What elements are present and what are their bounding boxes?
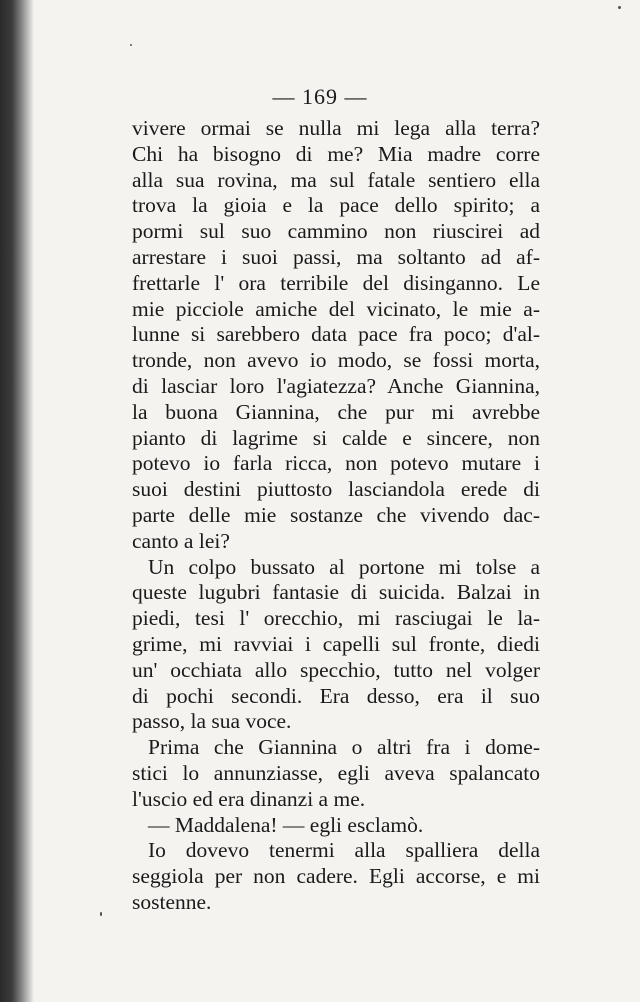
text-line: seggiola per non cadere. Egli accorse, e mi <box>132 864 540 889</box>
text-line: Prima che Giannina o altri fra i dome- <box>148 735 540 760</box>
speck <box>100 912 102 916</box>
text-line: alla sua rovina, ma sul fatale sentiero ella <box>132 167 540 192</box>
text-line: vivere ormai se nulla mi lega alla terra? <box>132 116 540 140</box>
text-line: mie picciole amiche del vicinato, le mie a- <box>132 296 540 321</box>
speck <box>618 6 621 9</box>
text-line: lunne si sarebbero data pace fra poco; d'al- <box>132 322 540 347</box>
text-line: piedi, tesi l' orecchio, mi rasciugai le la- <box>132 606 540 631</box>
text-line: suoi destini piuttosto lasciandola erede di <box>132 477 540 502</box>
speck <box>130 44 132 46</box>
text-line: un' occhiata allo specchio, tutto nel volger <box>132 657 540 682</box>
text-line: arrestare i suoi passi, ma soltanto ad af- <box>132 244 540 269</box>
text-line: potevo io farla ricca, non potevo mutare i <box>132 451 540 476</box>
text-line: di pochi secondi. Era desso, era il suo <box>132 683 540 708</box>
text-line: parte delle mie sostanze che vivendo dac- <box>132 502 540 527</box>
text-line: canto a lei? <box>132 528 230 553</box>
text-line: Chi ha bisogno di me? Mia madre corre <box>132 141 540 166</box>
page-number: — 169 — <box>272 84 368 109</box>
text-line: di lasciar loro l'agiatezza? Anche Giannina, <box>132 373 540 398</box>
text-line: frettarle l' ora terribile del disinganno. Le <box>132 270 540 295</box>
text-line: passo, la sua voce. <box>132 709 292 734</box>
text-line: queste lugubri fantasie di suicida. Balzai in <box>132 580 540 605</box>
text-line: sostenne. <box>132 889 212 914</box>
text-line: l'uscio ed era dinanzi a me. <box>132 786 366 811</box>
book-spine-shadow <box>0 0 34 1002</box>
text-line: Io dovevo tenermi alla spalliera della <box>148 838 540 863</box>
text-line: la buona Giannina, che pur mi avrebbe <box>132 399 540 424</box>
text-line: tronde, non avevo io modo, se fossi morta, <box>132 348 540 373</box>
text-line: — Maddalena! — egli esclamò. <box>148 812 424 837</box>
text-line: grime, mi ravviai i capelli sul fronte, diedi <box>132 631 540 656</box>
text-line: Un colpo bussato al portone mi tolse a <box>148 554 540 579</box>
text-line: stici lo annunziasse, egli aveva spalancato <box>132 760 540 785</box>
body-text <box>132 116 540 916</box>
text-line: pianto di lagrime si calde e sincere, non <box>132 425 540 450</box>
text-line: pormi sul suo cammino non riuscirei ad <box>132 219 540 244</box>
text-line: trova la gioia e la pace dello spirito; a <box>132 193 540 218</box>
